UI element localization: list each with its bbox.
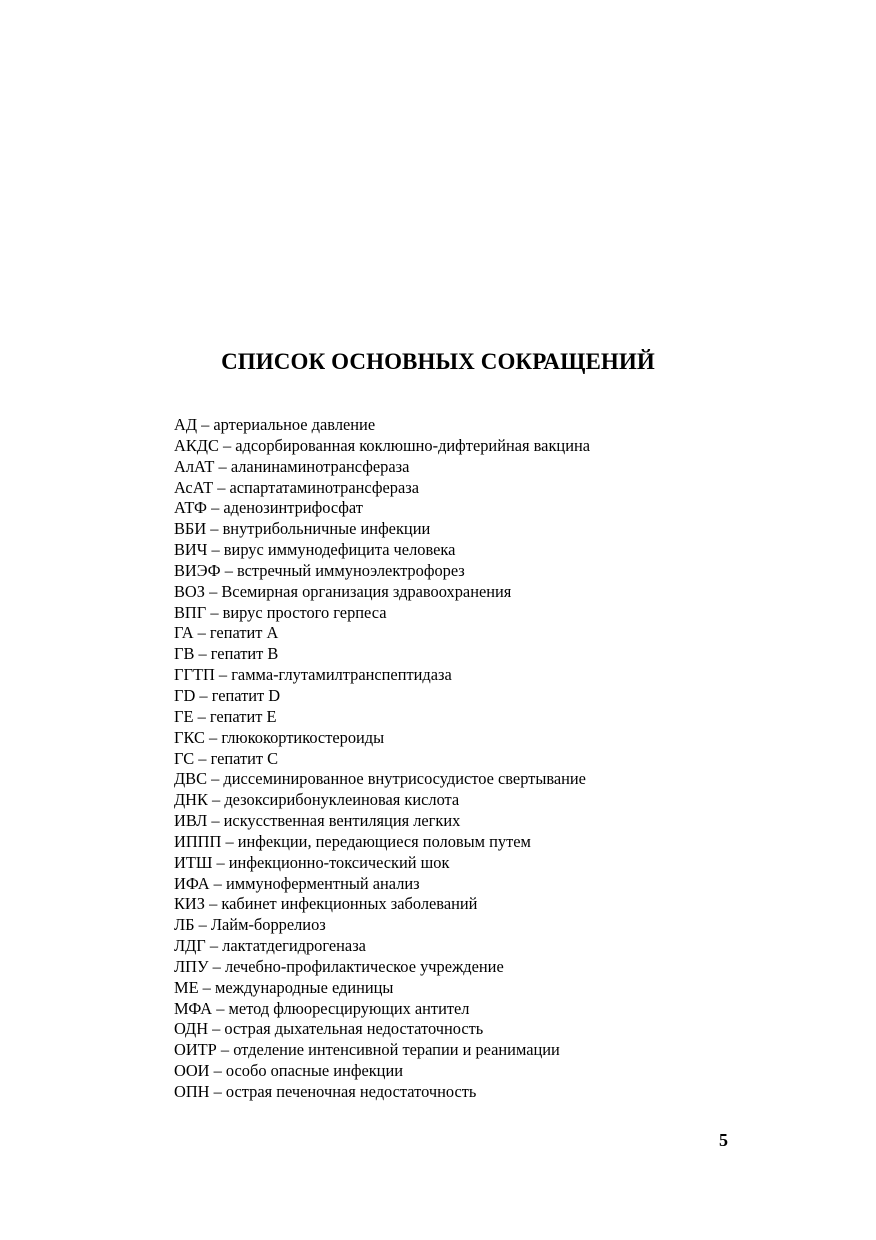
list-item: ГD – гепатит D: [174, 685, 281, 705]
list-item: ВИЭФ – встречный иммуноэлектрофорез: [174, 560, 465, 580]
list-item: ГЕ – гепатит Е: [174, 706, 277, 726]
list-item: ИППП – инфекции, передающиеся половым путем: [174, 831, 531, 851]
list-item: ОПН – острая печеночная недостаточность: [174, 1082, 477, 1101]
list-item: АТФ – аденозинтрифосфат: [174, 498, 363, 518]
list-item: ГВ – гепатит В: [174, 644, 279, 664]
list-item: ВОЗ – Всемирная организация здравоохранения: [174, 581, 512, 601]
list-item: ИТШ – инфекционно-токсический шок: [174, 852, 450, 872]
list-item: МЕ – международные единицы: [174, 977, 394, 997]
list-item: АКДС – адсорбированная коклюшно-дифтерийная вакцина: [174, 435, 591, 455]
list-item: АлАТ – аланинаминотрансфераза: [174, 456, 410, 476]
list-item: ОИТР – отделение интенсивной терапии и реанимации: [174, 1040, 560, 1060]
list-item: ГС – гепатит С: [174, 748, 279, 768]
list-item: ОДН – острая дыхательная недостаточность: [174, 1019, 484, 1039]
list-item: ИВЛ – искусственная вентиляция легких: [174, 811, 461, 831]
list-item: АсАТ – аспартатаминотрансфераза: [174, 477, 420, 497]
list-item: ГГТП – гамма-глутамилтранспептидаза: [174, 665, 452, 685]
list-item: ИФА – иммуноферментный анализ: [174, 873, 420, 893]
list-item: МФА – метод флюоресцирующих антител: [174, 998, 470, 1018]
list-item: ДНК – дезоксирибонуклеиновая кислота: [174, 790, 460, 810]
list-item: ВПГ – вирус простого герпеса: [174, 602, 387, 622]
list-item: ДВС – диссеминированное внутрисосудистое свертывание: [174, 769, 586, 789]
list-item: ЛПУ – лечебно-профилактическое учреждение: [174, 956, 504, 976]
abbreviation-list: [174, 415, 590, 1103]
list-item: ГКС – глюкокортикостероиды: [174, 727, 385, 747]
page-number: 5: [719, 1130, 728, 1150]
list-item: АД – артериальное давление: [174, 415, 376, 434]
list-item: ЛБ – Лайм-боррелиоз: [174, 915, 326, 935]
list-item: ГА – гепатит А: [174, 623, 279, 643]
list-item: ООИ – особо опасные инфекции: [174, 1061, 403, 1081]
list-item: ВБИ – внутрибольничные инфекции: [174, 519, 431, 539]
list-item: КИЗ – кабинет инфекционных заболеваний: [174, 894, 478, 914]
page-title: СПИСОК ОСНОВНЫХ СОКРАЩЕНИЙ: [221, 349, 655, 374]
list-item: ВИЧ – вирус иммунодефицита человека: [174, 540, 456, 560]
list-item: ЛДГ – лактатдегидрогеназа: [174, 936, 366, 956]
